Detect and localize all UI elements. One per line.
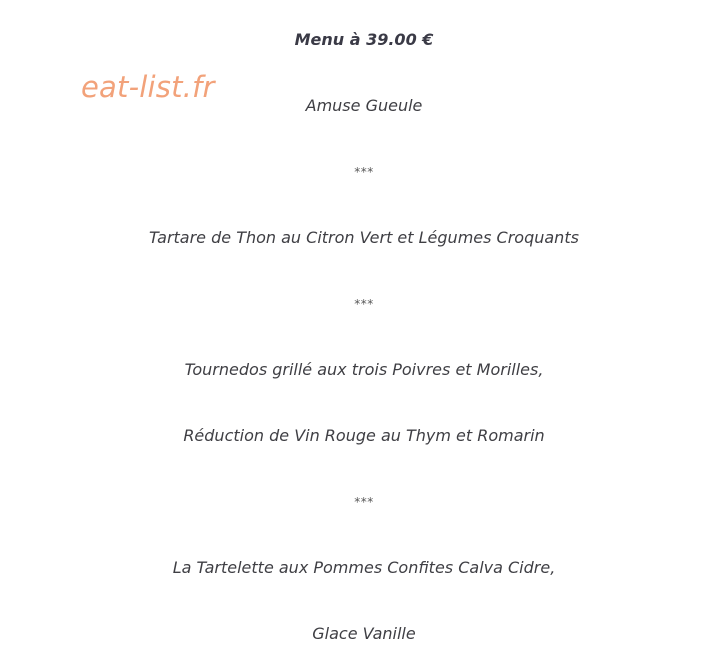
menu-title: Menu à 39.00 €: [294, 30, 434, 49]
menu-item-main-course-sauce: Réduction de Vin Rouge au Thym et Romarin: [183, 426, 545, 445]
menu-item-starter: Tartare de Thon au Citron Vert et Légumes Croquants: [149, 228, 579, 247]
menu-item-dessert-side: Glace Vanille: [312, 624, 416, 643]
course-separator: ***: [354, 495, 374, 509]
watermark-logo: eat-list.fr: [81, 70, 215, 104]
menu-item-dessert: La Tartelette aux Pommes Confites Calva Cidre,: [172, 558, 556, 577]
course-separator: ***: [354, 165, 374, 179]
menu-item-amuse-gueule: Amuse Gueule: [305, 96, 423, 115]
menu-item-main-course: Tournedos grillé aux trois Poivres et Morilles,: [184, 360, 544, 379]
course-separator: ***: [354, 297, 374, 311]
